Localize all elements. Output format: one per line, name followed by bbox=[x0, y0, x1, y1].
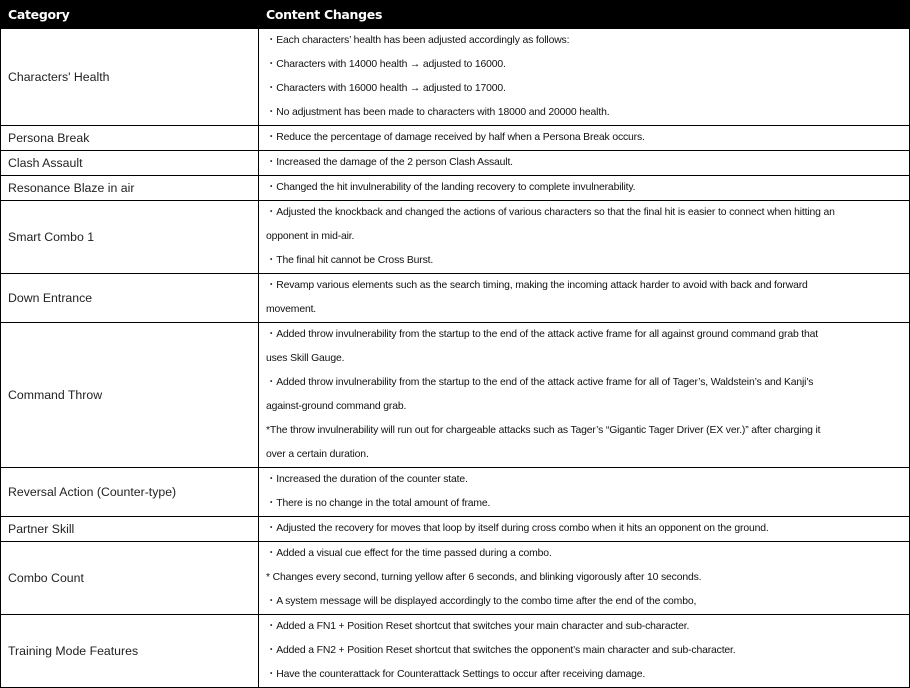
category-cell: Combo Count bbox=[1, 542, 259, 615]
table-row-persona-break bbox=[1, 126, 910, 151]
category-cell: Partner Skill bbox=[1, 517, 259, 542]
content-cell bbox=[259, 126, 910, 151]
table-row-resonance-blaze-in-air bbox=[1, 176, 910, 201]
content-cell bbox=[259, 468, 910, 517]
table-header bbox=[1, 1, 910, 29]
change-line: ・Adjusted the recovery for moves that loop by itself during cross combo when it hits an opponent on the ground. bbox=[266, 523, 769, 534]
category-cell: Reversal Action (Counter-type) bbox=[1, 468, 259, 517]
table-row-smart-combo-1 bbox=[1, 201, 910, 274]
category-cell: Down Entrance bbox=[1, 274, 259, 323]
change-line: ・Changed the hit invulnerability of the landing recovery to complete invulnerability. bbox=[266, 182, 636, 193]
change-line: ・Have the counterattack for Counterattack Settings to occur after receiving damage. bbox=[266, 669, 646, 680]
category-cell: Training Mode Features bbox=[1, 615, 259, 688]
change-line: ・Characters with 14000 health → adjusted to 16000. bbox=[266, 59, 506, 70]
change-line: ・Increased the damage of the 2 person Clash Assault. bbox=[266, 157, 513, 168]
content-cell bbox=[259, 29, 910, 126]
table-row-clash-assault bbox=[1, 151, 910, 176]
change-line: uses Skill Gauge. bbox=[266, 353, 345, 364]
change-line: ・A system message will be displayed accordingly to the combo time after the end of the combo, bbox=[266, 596, 697, 607]
table-row-command-throw bbox=[1, 323, 910, 468]
change-line: *The throw invulnerability will run out for chargeable attacks such as Tager’s “Gigantic Tager Driver (EX ver.)” after charging it bbox=[266, 425, 821, 436]
change-line: ・Increased the duration of the counter state. bbox=[266, 474, 468, 485]
category-cell: Resonance Blaze in air bbox=[1, 176, 259, 201]
change-line: ・Reduce the percentage of damage received by half when a Persona Break occurs. bbox=[266, 132, 645, 143]
content-cell bbox=[259, 517, 910, 542]
change-line: ・No adjustment has been made to characters with 18000 and 20000 health. bbox=[266, 107, 610, 118]
change-line: over a certain duration. bbox=[266, 449, 369, 460]
change-line: ・Characters with 16000 health → adjusted to 17000. bbox=[266, 83, 506, 94]
table-row-characters-health bbox=[1, 29, 910, 126]
change-line: opponent in mid-air. bbox=[266, 231, 355, 242]
category-cell: Command Throw bbox=[1, 323, 259, 468]
change-line: ・The final hit cannot be Cross Burst. bbox=[266, 255, 434, 266]
category-cell: Persona Break bbox=[1, 126, 259, 151]
change-line: ・Added throw invulnerability from the startup to the end of the attack active frame for all against ground command grab that bbox=[266, 329, 819, 340]
column-header-category: Category bbox=[1, 1, 259, 29]
change-line: movement. bbox=[266, 304, 317, 315]
table-row-combo-count bbox=[1, 542, 910, 615]
change-line: ・Added throw invulnerability from the startup to the end of the attack active frame for all of Tager’s, Waldstein’s and Kanji’s bbox=[266, 377, 814, 388]
table-row-down-entrance bbox=[1, 274, 910, 323]
column-header-content-changes: Content Changes bbox=[259, 1, 910, 29]
content-cell bbox=[259, 201, 910, 274]
change-line: ・Adjusted the knockback and changed the actions of various characters so that the final hit is easier to connect when hitting an bbox=[266, 207, 835, 218]
table-body bbox=[1, 29, 910, 688]
change-line: ・Added a FN2 + Position Reset shortcut that switches the opponent’s main character and sub-character. bbox=[266, 645, 736, 656]
category-cell: Smart Combo 1 bbox=[1, 201, 259, 274]
change-line: ・Revamp various elements such as the search timing, making the incoming attack harder to avoid with back and forward bbox=[266, 280, 808, 291]
content-cell bbox=[259, 151, 910, 176]
change-line: ・There is no change in the total amount of frame. bbox=[266, 498, 491, 509]
content-cell bbox=[259, 323, 910, 468]
content-cell bbox=[259, 274, 910, 323]
change-line: * Changes every second, turning yellow after 6 seconds, and blinking vigorously after 10 seconds. bbox=[266, 572, 702, 583]
table-row-reversal-action bbox=[1, 468, 910, 517]
content-cell bbox=[259, 176, 910, 201]
change-line: ・Added a visual cue effect for the time passed during a combo. bbox=[266, 548, 552, 559]
table-row-training-mode-features bbox=[1, 615, 910, 688]
category-cell: Characters' Health bbox=[1, 29, 259, 126]
table-row-partner-skill bbox=[1, 517, 910, 542]
change-line: ・Added a FN1 + Position Reset shortcut that switches your main character and sub-character. bbox=[266, 621, 690, 632]
content-cell bbox=[259, 542, 910, 615]
header-row bbox=[1, 1, 910, 29]
content-cell bbox=[259, 615, 910, 688]
change-line: against-ground command grab. bbox=[266, 401, 407, 412]
category-cell: Clash Assault bbox=[1, 151, 259, 176]
change-line: ・Each characters’ health has been adjusted accordingly as follows: bbox=[266, 35, 570, 46]
